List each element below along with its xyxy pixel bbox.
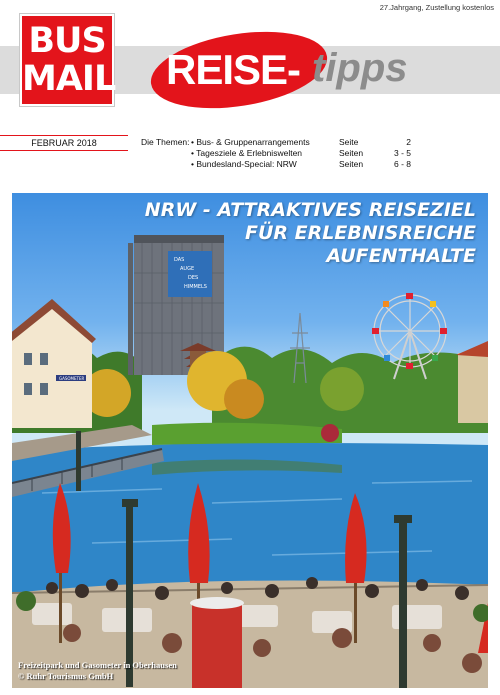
caption-credit: © Ruhr Tourismus GmbH (18, 671, 114, 681)
title-tipps: tipps (312, 46, 408, 90)
topic-seite: Seite (339, 137, 359, 147)
gasometer-sign-2: AUGE (180, 266, 195, 272)
title-reise: REISE- (166, 46, 301, 93)
cover-photo (12, 193, 488, 688)
topic-text: • Tagesziele & Erlebniswelten (191, 148, 303, 158)
topic-pages: 2 (406, 137, 411, 147)
photo-caption (18, 660, 177, 682)
topic-text: • Bundesland-Special: NRW (191, 159, 297, 169)
topic-row (191, 137, 411, 147)
gasometer-sign-1: DAS (174, 257, 185, 263)
gasometer-sign-4: HIMMELS (184, 284, 207, 290)
logo-text-bus: BUS (28, 21, 106, 61)
headline-line: AUFENTHALTE (326, 245, 476, 267)
topic-seite: Seiten (339, 148, 364, 158)
edition-note: 27.Jahrgang, Zustellung kostenlos (379, 3, 494, 12)
topic-seite: Seiten (339, 159, 364, 169)
issue-date: FEBRUAR 2018 (0, 135, 128, 151)
topic-pages: 6 - 8 (393, 159, 411, 169)
gasometer-sign-3: DES (188, 275, 199, 281)
topic-row (191, 159, 411, 169)
topic-pages: 3 - 5 (393, 148, 411, 158)
cover-headline (145, 199, 476, 268)
shop-sign: GASOMETER (59, 376, 85, 381)
topic-row (191, 148, 411, 158)
headline-line: NRW - ATTRAKTIVES REISEZIEL (144, 199, 476, 221)
logo-text-mail: MAIL (22, 59, 116, 99)
busmail-logo (20, 14, 114, 106)
caption-line: Freizeitpark und Gasometer in Oberhausen (18, 660, 177, 670)
themes-label: Die Themen: (141, 137, 190, 147)
topic-text: • Bus- & Gruppenarrangements (191, 137, 310, 147)
headline-line: FÜR ERLEBNISREICHE (245, 222, 476, 244)
